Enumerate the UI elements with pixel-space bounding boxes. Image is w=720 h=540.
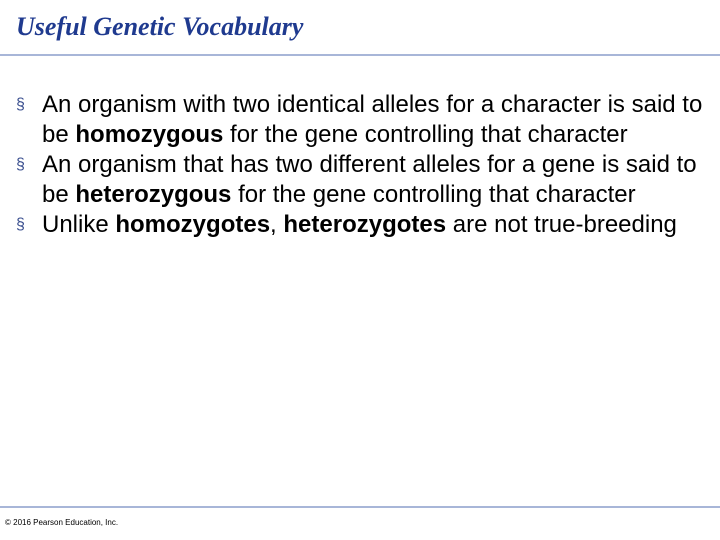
bullet-text-segment: An organism that has two different alleles for a gene is said to be bbox=[42, 151, 697, 208]
slide-title: Useful Genetic Vocabulary bbox=[16, 12, 304, 41]
bullet-text-segment: for the gene controlling that character bbox=[231, 181, 636, 208]
bullet-marker-icon: § bbox=[16, 216, 25, 233]
title-divider bbox=[0, 54, 720, 56]
bullet-item bbox=[16, 210, 706, 240]
bullet-marker-icon: § bbox=[16, 156, 25, 173]
bullet-list bbox=[16, 90, 706, 240]
term-heterozygous: heterozygous bbox=[75, 181, 232, 208]
bullet-text bbox=[42, 91, 702, 148]
term-homozygous: homozygous bbox=[75, 121, 224, 148]
term-homozygotes: homozygotes bbox=[115, 211, 271, 238]
bullet-text bbox=[42, 211, 677, 238]
footer-divider bbox=[0, 506, 720, 508]
bullet-text-segment: are not true-breeding bbox=[446, 211, 677, 238]
term-heterozygotes: heterozygotes bbox=[283, 211, 447, 238]
bullet-item bbox=[16, 150, 706, 210]
bullet-text-segment: An organism with two identical alleles for a character is said to be bbox=[42, 91, 703, 148]
bullet-marker-icon: § bbox=[16, 96, 25, 113]
bullet-text-segment: for the gene controlling that character bbox=[223, 121, 628, 148]
bullet-text bbox=[42, 151, 697, 208]
copyright-footer: © 2016 Pearson Education, Inc. bbox=[5, 518, 119, 527]
bullet-text-segment: , bbox=[270, 211, 284, 238]
bullet-item bbox=[16, 90, 706, 150]
bullet-text-segment: Unlike bbox=[42, 211, 116, 238]
